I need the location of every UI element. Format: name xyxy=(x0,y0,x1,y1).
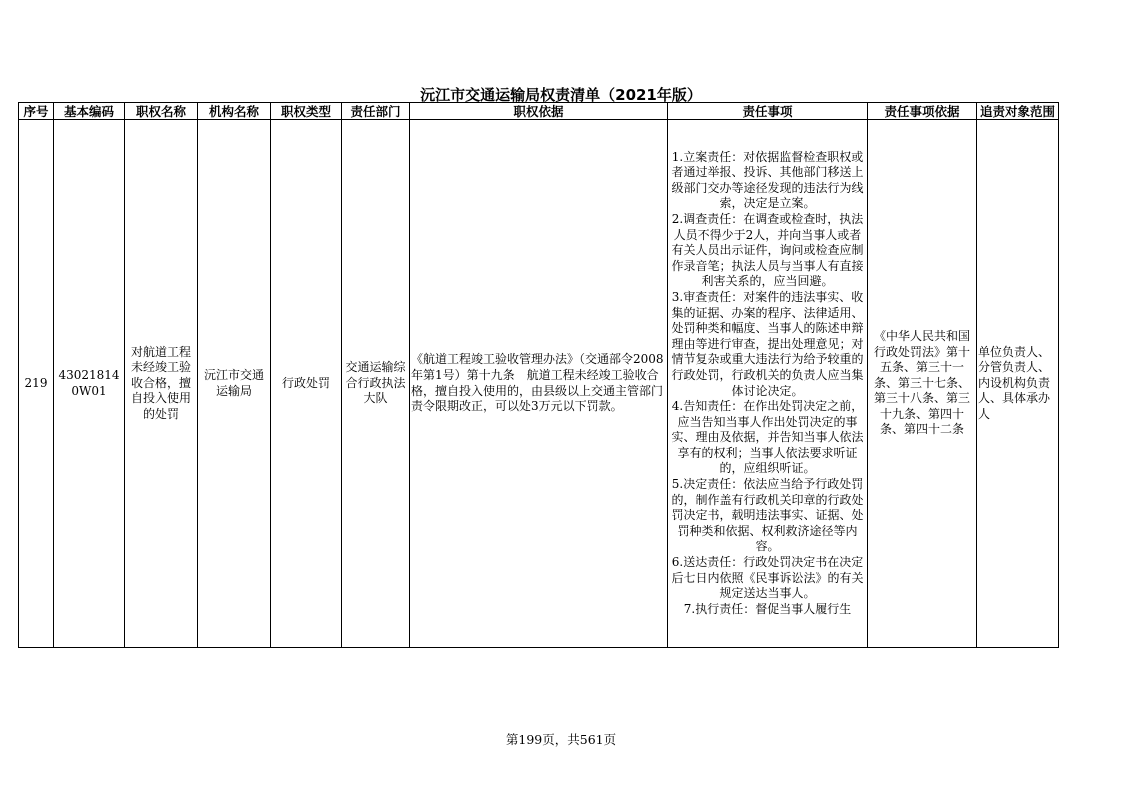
cell-serial: 219 xyxy=(19,120,54,648)
cell-agency: 沅江市交通运输局 xyxy=(198,120,271,648)
duty-item: 5.决定责任：依法应当给予行政处罚的，制作盖有行政机关印章的行政处罚决定书，载明违法事实、证据、处罚种类和依据、权利救济途径等内容。 xyxy=(671,477,864,554)
duty-item: 3.审查责任：对案件的违法事实、收集的证据、办案的程序、法律适用、处罚种类和幅度、当事人的陈述申辩理由等进行审查，提出处理意见；对情节复杂或重大违法行为给予较重的行政处罚，行政机关的负责人应当集体讨论决定。 xyxy=(671,289,864,398)
cell-duty-basis: 《中华人民共和国行政处罚法》第十五条、第三十一条、第三十七条、第三十八条、第三十九条、第四十条、第四十二条 xyxy=(868,120,977,648)
duty-item: 4.告知责任：在作出处罚决定之前，应当告知当事人作出处罚决定的事实、理由及依据，并告知当事人依法享有的权利；当事人依法要求听证的，应组织听证。 xyxy=(671,399,864,476)
duty-item: 2.调查责任：在调查或检查时，执法人员不得少于2人，并向当事人或者有关人员出示证件，询问或检查应制作录音笔；执法人员与当事人有直接利害关系的，应当回避。 xyxy=(671,211,864,289)
duty-item: 6.送达责任：行政处罚决定书在决定后七日内依照《民事诉讼法》的有关规定送达当事人。 xyxy=(671,555,864,601)
column-header-power-name: 职权名称 xyxy=(125,103,198,120)
column-header-duties: 责任事项 xyxy=(668,103,868,120)
page-number: 第199页，共561页 xyxy=(505,732,617,747)
cell-duties xyxy=(668,120,868,648)
cell-accountability: 单位负责人、分管负责人、内设机构负责人、具体承办人 xyxy=(977,120,1059,648)
column-header-accountability: 追责对象范围 xyxy=(977,103,1059,120)
column-header-basis: 职权依据 xyxy=(410,103,668,120)
power-list-table xyxy=(18,102,1059,648)
cell-power-name: 对航道工程未经竣工验收合格，擅自投入使用的处罚 xyxy=(125,120,198,648)
cell-department: 交通运输综合行政执法大队 xyxy=(342,120,410,648)
column-header-department: 责任部门 xyxy=(342,103,410,120)
column-header-power-type: 职权类型 xyxy=(271,103,342,120)
column-header-duty-basis: 责任事项依据 xyxy=(868,103,977,120)
cell-code: 430218140W01 xyxy=(54,120,125,648)
column-header-serial: 序号 xyxy=(19,103,54,120)
duty-item: 1.立案责任：对依据监督检查职权或者通过举报、投诉、其他部门移送上级部门交办等途径发现的违法行为线索，决定是立案。 xyxy=(671,149,864,211)
cell-basis: 《航道工程竣工验收管理办法》（交通部令2008年第1号）第十九条 航道工程未经竣工验收合格，擅自投入使用的，由县级以上交通主管部门责令限期改正，可以处3万元以下罚款。 xyxy=(410,120,668,648)
duty-item: 7.执行责任：督促当事人履行生 xyxy=(683,601,852,616)
cell-power-type: 行政处罚 xyxy=(271,120,342,648)
document-title: 沅江市交通运输局权责清单（2021年版） xyxy=(420,86,702,104)
table-row xyxy=(19,120,1059,648)
column-header-agency: 机构名称 xyxy=(198,103,271,120)
header-row xyxy=(19,103,1059,120)
column-header-code: 基本编码 xyxy=(54,103,125,120)
